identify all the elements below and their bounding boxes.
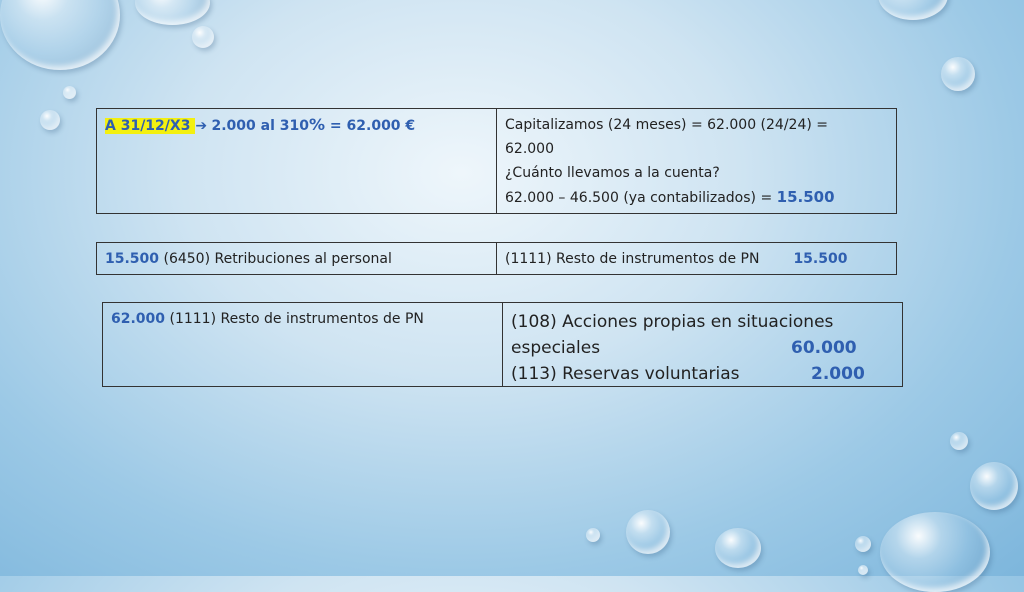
water-drop-icon: [970, 462, 1018, 510]
calculation-table: [96, 108, 897, 214]
water-drop-icon: [135, 0, 210, 25]
explanation-line: Capitalizamos (24 meses) = 62.000 (24/24) =: [505, 117, 829, 133]
debit-amount: 15.500: [105, 251, 160, 267]
water-drop-icon: [880, 512, 990, 592]
date-label: A 31/12/X3: [105, 118, 191, 134]
debit-cell: [97, 243, 497, 274]
water-drop-icon: [858, 565, 868, 575]
credit-line: (108) Acciones propias en situaciones: [511, 312, 834, 332]
journal-entry-2: [102, 302, 903, 387]
credit-amount: 15.500: [793, 251, 848, 267]
result-value: 15.500: [776, 188, 835, 206]
debit-account: (6450) Retribuciones al personal: [159, 251, 392, 267]
debit-cell: [103, 303, 503, 386]
arrow-icon: ➔: [195, 118, 208, 134]
credit-cell: [497, 243, 896, 274]
water-drop-icon: [586, 528, 600, 542]
credit-line: especiales 60.000: [511, 335, 894, 361]
credit-cell: [503, 303, 902, 386]
water-drop-icon: [192, 26, 214, 48]
water-drop-icon: [855, 536, 871, 552]
debit-amount: 62.000: [111, 311, 166, 327]
journal-entry-1: [96, 242, 897, 275]
water-drop-icon: [626, 510, 670, 554]
date-cell: [97, 109, 497, 213]
water-drop-icon: [40, 110, 60, 130]
water-drop-icon: [0, 0, 120, 70]
water-drop-icon: [950, 432, 968, 450]
explanation-line: 62.000: [505, 141, 554, 157]
explanation-line: 62.000 – 46.500 (ya contabilizados) = 15.500: [505, 188, 835, 206]
credit-account: (1111) Resto de instrumentos de PN: [505, 251, 760, 267]
water-drop-icon: [63, 86, 76, 99]
water-drop-icon: [715, 528, 761, 568]
debit-account: (1111) Resto de instrumentos de PN: [165, 311, 424, 327]
valuation-text: 2.000 al 310% = 62.000 €: [211, 115, 416, 134]
explanation-line: ¿Cuánto llevamos a la cuenta?: [505, 165, 720, 181]
water-drop-icon: [878, 0, 948, 20]
water-drop-icon: [941, 57, 975, 91]
credit-amount: 60.000: [791, 338, 857, 358]
explanation-cell: [497, 109, 896, 213]
credit-amount: 2.000: [811, 364, 865, 384]
credit-line: (113) Reservas voluntarias 2.000: [511, 361, 894, 387]
